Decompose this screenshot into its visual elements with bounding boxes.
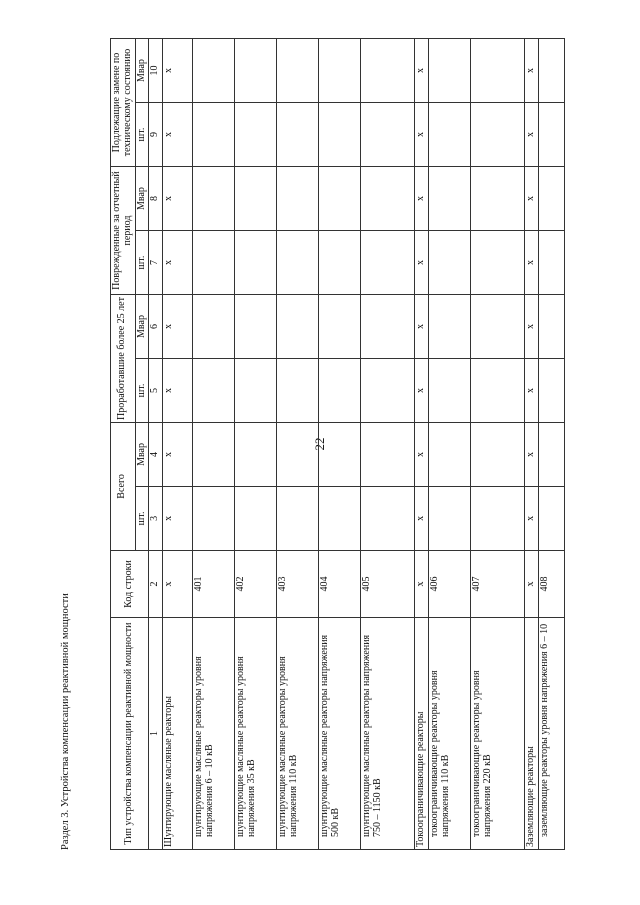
column-number: 8 [149, 167, 163, 231]
row-name: заземляющие реакторы уровня напряжения 6 – 10 [539, 618, 565, 850]
row-cell [319, 231, 361, 295]
row-cell [277, 167, 319, 231]
header-damaged: Поврежденные за отчетный период [111, 167, 136, 295]
row-cell [277, 359, 319, 423]
row-cell [539, 39, 565, 103]
row-name: токоограничивающие реакторы уровня напряжения 110 кВ [429, 618, 471, 850]
row-cell: x [415, 231, 429, 295]
row-cell [319, 422, 361, 486]
row-cell [319, 295, 361, 359]
row-cell [235, 359, 277, 423]
rotated-page [60, 10, 620, 850]
row-cell [193, 486, 235, 550]
table-row [235, 39, 277, 850]
row-name: шунтирующие масляные реакторы уровня напряжения 110 кВ [277, 618, 319, 850]
column-number: 1 [149, 618, 163, 850]
column-number: 4 [149, 422, 163, 486]
page-number: 22 [312, 437, 327, 451]
row-code: 401 [193, 550, 235, 617]
row-code: 404 [319, 550, 361, 617]
row-cell [471, 167, 525, 231]
row-cell [235, 486, 277, 550]
row-cell: x [525, 359, 539, 423]
row-cell: x [163, 359, 193, 423]
row-cell: x [415, 359, 429, 423]
row-name: Шунтирующие масляные реакторы [163, 618, 193, 850]
table-row [163, 39, 193, 850]
row-cell [193, 39, 235, 103]
row-cell: x [415, 486, 429, 550]
row-cell [277, 39, 319, 103]
row-cell [235, 39, 277, 103]
row-cell: x [163, 231, 193, 295]
row-cell: x [525, 231, 539, 295]
row-cell [277, 422, 319, 486]
row-cell: x [525, 295, 539, 359]
row-cell [361, 486, 415, 550]
row-name: шунтирующие масляные реакторы уровня напряжения 35 кВ [235, 618, 277, 850]
table-row [193, 39, 235, 850]
header-type: Тип устройства компенсации реактивной мощности [111, 618, 149, 850]
row-cell: x [525, 39, 539, 103]
row-cell [235, 295, 277, 359]
row-cell [429, 231, 471, 295]
row-cell [429, 486, 471, 550]
row-cell: x [163, 39, 193, 103]
row-cell [193, 359, 235, 423]
row-cell [235, 231, 277, 295]
table-row [471, 39, 525, 850]
row-cell [319, 167, 361, 231]
row-cell [539, 359, 565, 423]
row-cell [471, 486, 525, 550]
row-cell: x [415, 39, 429, 103]
table-row [277, 39, 319, 850]
row-cell [193, 103, 235, 167]
row-cell [471, 39, 525, 103]
row-name: Заземляющие реакторы [525, 618, 539, 850]
row-cell: x [163, 103, 193, 167]
row-cell: x [525, 422, 539, 486]
row-cell [361, 103, 415, 167]
row-cell [429, 295, 471, 359]
header-mvar: Мвар [135, 167, 149, 231]
row-code: 406 [429, 550, 471, 617]
column-number: 6 [149, 295, 163, 359]
row-cell: x [415, 103, 429, 167]
header-pcs: шт. [135, 103, 149, 167]
row-cell [235, 422, 277, 486]
header-code: Код строки [111, 550, 149, 617]
table-row [429, 39, 471, 850]
row-name: шунтирующие масляные реакторы напряжения 750 – 1150 кВ [361, 618, 415, 850]
section-title: Раздел 3. Устройства компенсации реактивной мощности [60, 593, 71, 850]
row-cell: x [415, 167, 429, 231]
row-cell [539, 486, 565, 550]
header-mvar: Мвар [135, 422, 149, 486]
row-cell [471, 359, 525, 423]
row-cell [235, 167, 277, 231]
row-cell [539, 231, 565, 295]
row-cell [361, 167, 415, 231]
row-cell: x [415, 422, 429, 486]
row-cell [539, 167, 565, 231]
row-cell [471, 295, 525, 359]
row-code: 405 [361, 550, 415, 617]
column-number: 9 [149, 103, 163, 167]
row-cell [471, 231, 525, 295]
row-cell [361, 422, 415, 486]
row-cell [277, 103, 319, 167]
row-cell [277, 295, 319, 359]
row-cell [429, 167, 471, 231]
row-cell: x [415, 295, 429, 359]
row-cell [539, 422, 565, 486]
header-mvar: Мвар [135, 295, 149, 359]
header-replace: Подлежащие замене по техническому состоянию [111, 39, 136, 167]
row-cell: x [525, 103, 539, 167]
row-cell [539, 103, 565, 167]
table-row [361, 39, 415, 850]
column-number: 3 [149, 486, 163, 550]
table-row [415, 39, 429, 850]
row-cell [361, 359, 415, 423]
column-number: 7 [149, 231, 163, 295]
header-pcs: шт. [135, 359, 149, 423]
row-cell [277, 486, 319, 550]
table-row [539, 39, 565, 850]
row-code: 402 [235, 550, 277, 617]
row-cell: x [163, 422, 193, 486]
row-code: 407 [471, 550, 525, 617]
row-cell [319, 103, 361, 167]
row-cell [429, 359, 471, 423]
row-code: x [525, 550, 539, 617]
column-number: 10 [149, 39, 163, 103]
row-code: 408 [539, 550, 565, 617]
row-cell [361, 231, 415, 295]
row-code: x [163, 550, 193, 617]
row-cell [429, 103, 471, 167]
table-row [525, 39, 539, 850]
row-cell [471, 103, 525, 167]
row-cell [471, 422, 525, 486]
row-cell [429, 422, 471, 486]
row-cell [235, 103, 277, 167]
row-cell [361, 295, 415, 359]
row-cell [193, 295, 235, 359]
row-cell: x [525, 167, 539, 231]
row-cell [319, 359, 361, 423]
row-cell [193, 167, 235, 231]
row-cell [429, 39, 471, 103]
row-cell [361, 39, 415, 103]
row-cell [319, 39, 361, 103]
header-over25: Проработавшие более 25 лет [111, 295, 136, 423]
column-number: 2 [149, 550, 163, 617]
header-total: Всего [111, 422, 136, 550]
row-cell: x [163, 486, 193, 550]
row-cell [277, 231, 319, 295]
row-cell: x [163, 167, 193, 231]
row-cell [319, 486, 361, 550]
row-name: Токоограничивающие реакторы [415, 618, 429, 850]
column-number: 5 [149, 359, 163, 423]
row-name: шунтирующие масляные реакторы уровня напряжения 6 – 10 кВ [193, 618, 235, 850]
column-numbers-row [149, 39, 163, 850]
header-pcs: шт. [135, 231, 149, 295]
row-cell [193, 422, 235, 486]
row-cell: x [525, 486, 539, 550]
header-pcs: шт. [135, 486, 149, 550]
reactive-power-table [110, 38, 565, 850]
row-code: x [415, 550, 429, 617]
row-name: токоограничивающие реакторы уровня напряжения 220 кВ [471, 618, 525, 850]
row-code: 403 [277, 550, 319, 617]
header-mvar: Мвар [135, 39, 149, 103]
row-cell [193, 231, 235, 295]
row-name: шунтирующие масляные реакторы напряжения 500 кВ [319, 618, 361, 850]
table-row [319, 39, 361, 850]
row-cell [539, 295, 565, 359]
row-cell: x [163, 295, 193, 359]
